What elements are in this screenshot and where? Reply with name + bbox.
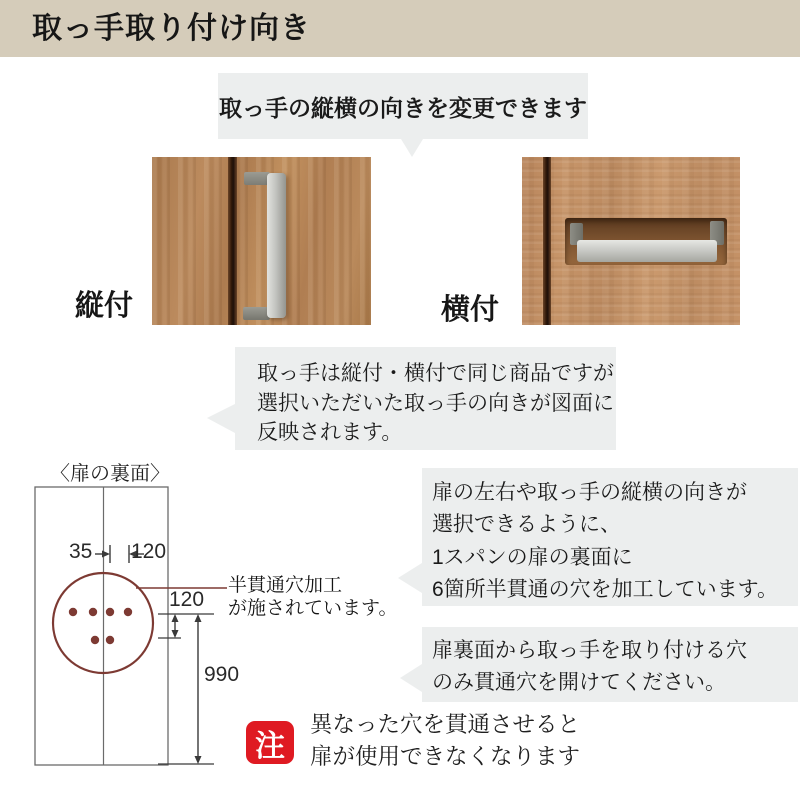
horizontal-handle-bar	[577, 240, 717, 262]
page-title: 取っ手取り付け向き	[32, 12, 311, 45]
info-line: のみ貫通穴を開けてください。	[432, 671, 726, 695]
semi-through-hole-label	[228, 574, 397, 620]
same-product-callout-tail	[207, 404, 235, 433]
info-line: 6箇所半貫通の穴を加工しています。	[432, 577, 778, 601]
info-line: 1スパンの扉の裏面に	[432, 545, 633, 569]
dim-arrowhead	[195, 756, 202, 764]
dim-label-35: 35	[69, 540, 93, 563]
dim-arrowhead	[172, 630, 179, 638]
door-photo-vertical-handle	[152, 157, 371, 325]
page-header	[0, 0, 800, 57]
handle-foot-bottom	[243, 307, 270, 320]
dim-label-120-horizontal: 120	[131, 540, 167, 563]
pilot-hole	[89, 608, 97, 616]
dim-label-990: 990	[204, 663, 240, 686]
caution-line: 扉が使用できなくなります	[310, 743, 581, 769]
intro-text: 取っ手の縦横の向きを変更できます	[219, 94, 587, 121]
dim-arrowhead	[102, 551, 110, 558]
info-box-drill-through	[422, 627, 798, 702]
dim-label-120-vertical: 120	[169, 588, 205, 611]
same-product-callout	[235, 347, 616, 450]
door-gap-line	[228, 157, 237, 325]
label-vertical-mount: 縦付	[75, 290, 134, 322]
callout-line: 選択いただいた取っ手の向きが図面に	[257, 391, 614, 415]
door-photo-horizontal-handle	[522, 157, 740, 325]
leader-label-line: が施されています。	[228, 598, 398, 619]
intro-callout-tail	[401, 139, 423, 157]
info-line: 選択できるように、	[432, 513, 621, 537]
callout-line: 取っ手は縦付・横付で同じ商品ですが	[257, 362, 614, 385]
dim-arrowhead	[172, 614, 179, 622]
diagram-title: 〈扉の裏面〉	[50, 463, 170, 485]
caution-badge-glyph: 注	[255, 729, 285, 763]
info-box-tail	[398, 563, 422, 593]
info-box-hole-machining	[422, 468, 798, 606]
intro-callout	[218, 73, 588, 139]
pilot-hole	[106, 608, 114, 616]
caution-badge	[246, 721, 294, 764]
leader-label-line: 半貫通穴加工	[228, 575, 343, 596]
info-box-tail	[400, 664, 422, 692]
label-horizontal-mount: 横付	[441, 294, 500, 326]
door-outline	[35, 487, 168, 765]
pilot-hole	[106, 636, 114, 644]
door-backface-diagram	[25, 478, 265, 778]
vertical-handle-bar	[267, 173, 286, 318]
caution-line: 異なった穴を貫通させると	[310, 712, 581, 737]
caution-text	[310, 709, 580, 772]
pilot-hole	[69, 608, 77, 616]
door-gap-line	[543, 157, 551, 325]
dim-arrowhead	[195, 614, 202, 622]
pilot-hole	[124, 608, 132, 616]
pilot-hole	[91, 636, 99, 644]
info-line: 扉の左右や取っ手の縦横の向きが	[432, 481, 747, 504]
callout-line: 反映されます。	[257, 421, 403, 444]
info-line: 扉裏面から取っ手を取り付ける穴	[432, 639, 747, 662]
